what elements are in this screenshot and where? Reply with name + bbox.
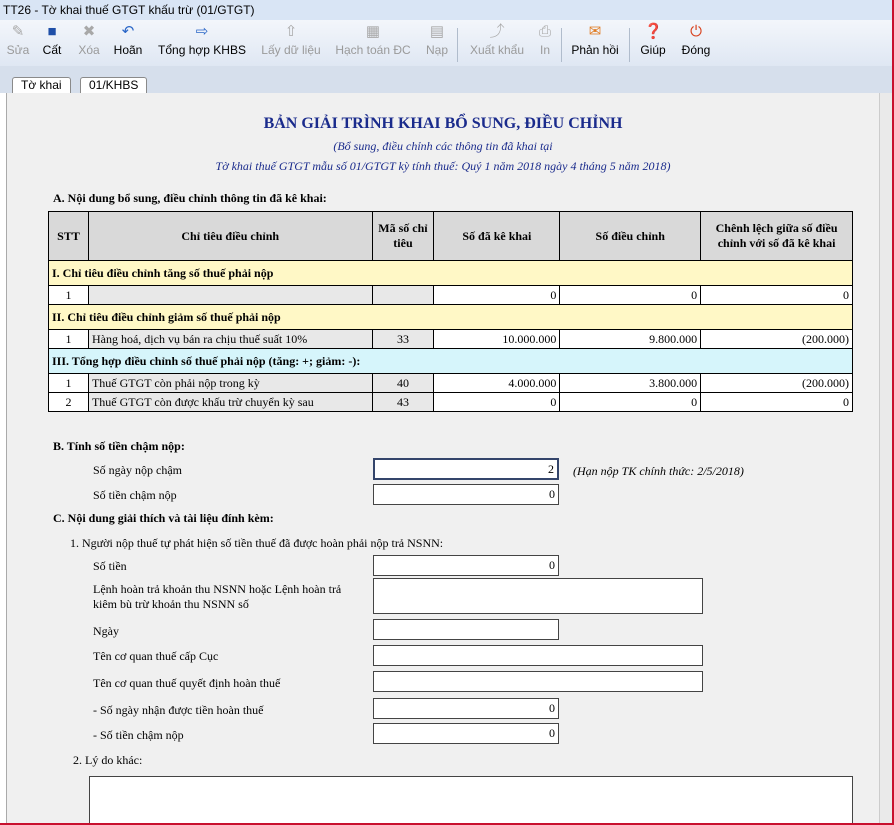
tax-department-input[interactable]: [373, 645, 703, 666]
close-button[interactable]: ⏻ Đóng: [681, 23, 711, 57]
edit-icon: ✎: [11, 23, 25, 40]
refund-days-input[interactable]: 0: [373, 698, 559, 719]
help-button[interactable]: ❓ Giúp: [640, 23, 666, 57]
cell-adjusted[interactable]: 9.800.000: [560, 330, 701, 349]
form-title: BẢN GIẢI TRÌNH KHAI BỔ SUNG, ĐIỀU CHỈNH: [263, 115, 623, 132]
export-icon: ⤴: [489, 23, 505, 40]
feedback-button[interactable]: ✉ Phản hồi: [571, 23, 619, 57]
cell-stt: 1: [49, 374, 89, 393]
cell-difference: (200.000): [701, 374, 853, 393]
refund-late-amount-input[interactable]: 0: [373, 723, 559, 744]
cell-indicator[interactable]: Hàng hoá, dịch vụ bán ra chịu thuế suất 10%: [88, 330, 372, 349]
close-icon: ⏻: [690, 23, 702, 40]
refund-date-label: Ngày: [93, 624, 119, 638]
cell-adjusted[interactable]: 0: [560, 286, 701, 305]
form-content: [6, 93, 880, 825]
group-label: III. Tổng hợp điều chỉnh số thuế phải nộp (tăng: +; giảm: -):: [49, 349, 853, 374]
accounting-icon: ▦: [365, 23, 381, 40]
refund-decider-input[interactable]: [373, 671, 703, 692]
feedback-mail-icon: ✉: [588, 23, 602, 40]
cell-code: 33: [372, 330, 434, 349]
col-header-code: Mã số chỉ tiêu: [372, 212, 434, 261]
table-header-row: [49, 212, 853, 261]
col-header-declared: Số đã kê khai: [434, 212, 560, 261]
window-title: TT26 - Tờ khai thuế GTGT khấu trừ (01/GTGT): [3, 3, 255, 17]
cell-declared: 10.000.000: [434, 330, 560, 349]
late-days-input[interactable]: 2: [373, 458, 559, 480]
summary-khbs-button[interactable]: ⇨ Tổng hợp KHBS: [158, 23, 246, 57]
section-b-heading: B. Tính số tiền chậm nộp:: [53, 439, 185, 453]
refund-order-input[interactable]: [373, 578, 703, 614]
refund-decider-label: Tên cơ quan thuế quyết định hoàn thuế: [93, 676, 281, 690]
delete-icon: ✖: [82, 23, 96, 40]
tab-strip: [0, 66, 894, 93]
load-icon: ▤: [429, 23, 445, 40]
refund-days-label: - Số ngày nhận được tiền hoàn thuế: [93, 703, 264, 717]
refund-amount-input[interactable]: 0: [373, 555, 559, 576]
toolbar-separator: [457, 28, 458, 62]
form-subtitle-1: (Bổ sung, điều chỉnh các thông tin đã khai tại: [333, 139, 553, 153]
save-button[interactable]: ■ Cất: [42, 23, 62, 57]
cell-indicator: Thuế GTGT còn phải nộp trong kỳ: [88, 374, 372, 393]
cell-difference: 0: [701, 393, 853, 412]
cell-declared: 4.000.000: [434, 374, 560, 393]
adjustment-table: [48, 211, 853, 412]
cell-code: [372, 286, 434, 305]
load-button[interactable]: ▤ Nạp: [425, 23, 448, 57]
cell-stt: 2: [49, 393, 89, 412]
late-days-label: Số ngày nộp chậm: [93, 463, 182, 477]
accounting-button[interactable]: ▦ Hạch toán ĐC: [335, 23, 411, 57]
group-row-summary: [49, 349, 853, 374]
cell-declared: 0: [434, 393, 560, 412]
cell-indicator: Thuế GTGT còn được khấu trừ chuyển kỳ sau: [88, 393, 372, 412]
c1-heading: 1. Người nộp thuế tự phát hiện số tiền thuế đã được hoàn phải nộp trả NSNN:: [70, 536, 444, 550]
cell-indicator[interactable]: [88, 286, 372, 305]
c2-heading: 2. Lý do khác:: [73, 753, 143, 767]
cell-difference: (200.000): [701, 330, 853, 349]
cell-stt: 1: [49, 330, 89, 349]
refund-late-amount-label: - Số tiền chậm nộp: [93, 728, 184, 742]
print-icon: ⎙: [538, 23, 551, 40]
section-a-heading: A. Nội dung bổ sung, điều chỉnh thông tin đã kê khai:: [53, 191, 327, 205]
toolbar-separator: [561, 28, 562, 62]
import-data-icon: ⇧: [284, 23, 298, 40]
delete-button[interactable]: ✖ Xóa: [78, 23, 100, 57]
table-row: [49, 374, 853, 393]
cell-declared: 0: [434, 286, 560, 305]
col-header-difference: Chênh lệch giữa số điều chỉnh với số đã kê khai: [701, 212, 853, 261]
refund-order-label: Lệnh hoàn trả khoản thu NSNN hoặc Lệnh hoàn trả kiêm bù trừ khoản thu NSNN số: [93, 582, 342, 611]
group-row-increase: [49, 261, 853, 286]
table-row: [49, 330, 853, 349]
cell-adjusted: 3.800.000: [560, 374, 701, 393]
table-row: [49, 286, 853, 305]
undo-button[interactable]: ↶ Hoãn: [113, 23, 143, 57]
late-amount-input[interactable]: 0: [373, 484, 559, 505]
export-button[interactable]: ⤴ Xuất khẩu: [469, 23, 525, 57]
undo-icon: ↶: [121, 23, 135, 40]
deadline-note: (Hạn nộp TK chính thức: 2/5/2018): [573, 464, 744, 478]
summary-icon: ⇨: [195, 23, 209, 40]
cell-difference: 0: [701, 286, 853, 305]
col-header-adjusted: Số điều chỉnh: [560, 212, 701, 261]
late-amount-label: Số tiền chậm nộp: [93, 488, 177, 502]
vertical-scrollbar[interactable]: [879, 93, 893, 823]
group-row-decrease: [49, 305, 853, 330]
print-button[interactable]: ⎙ In: [535, 23, 555, 57]
window-titlebar: [0, 0, 894, 21]
edit-button[interactable]: ✎ Sửa: [6, 23, 30, 57]
tax-department-label: Tên cơ quan thuế cấp Cục: [93, 649, 219, 663]
save-icon: ■: [47, 23, 57, 40]
col-header-indicator: Chỉ tiêu điều chỉnh: [88, 212, 372, 261]
group-label: II. Chỉ tiêu điều chỉnh giảm số thuế phải nộp: [49, 305, 853, 330]
cell-code: 43: [372, 393, 434, 412]
toolbar-separator: [629, 28, 630, 62]
refund-amount-label: Số tiền: [93, 559, 127, 573]
section-c-heading: C. Nội dung giải thích và tài liệu đính kèm:: [53, 511, 274, 525]
form-subtitle-2: Tờ khai thuế GTGT mẫu số 01/GTGT kỳ tính thuế: Quý 1 năm 2018 ngày 4 tháng 5 năm 2018): [215, 159, 671, 173]
refund-date-input[interactable]: [373, 619, 559, 640]
tab-01-khbs[interactable]: 01/KHBS: [80, 77, 147, 93]
cell-stt: 1: [49, 286, 89, 305]
cell-code: 40: [372, 374, 434, 393]
cell-adjusted: 0: [560, 393, 701, 412]
toolbar: [0, 20, 894, 67]
tab-to-khai[interactable]: Tờ khai: [12, 77, 71, 93]
import-data-button[interactable]: ⇧ Lấy dữ liệu: [261, 23, 321, 57]
col-header-stt: STT: [49, 212, 89, 261]
other-reason-textarea[interactable]: [89, 776, 853, 825]
table-row: [49, 393, 853, 412]
help-icon: ❓: [644, 23, 663, 40]
group-label: I. Chỉ tiêu điều chỉnh tăng số thuế phải nộp: [49, 261, 853, 286]
